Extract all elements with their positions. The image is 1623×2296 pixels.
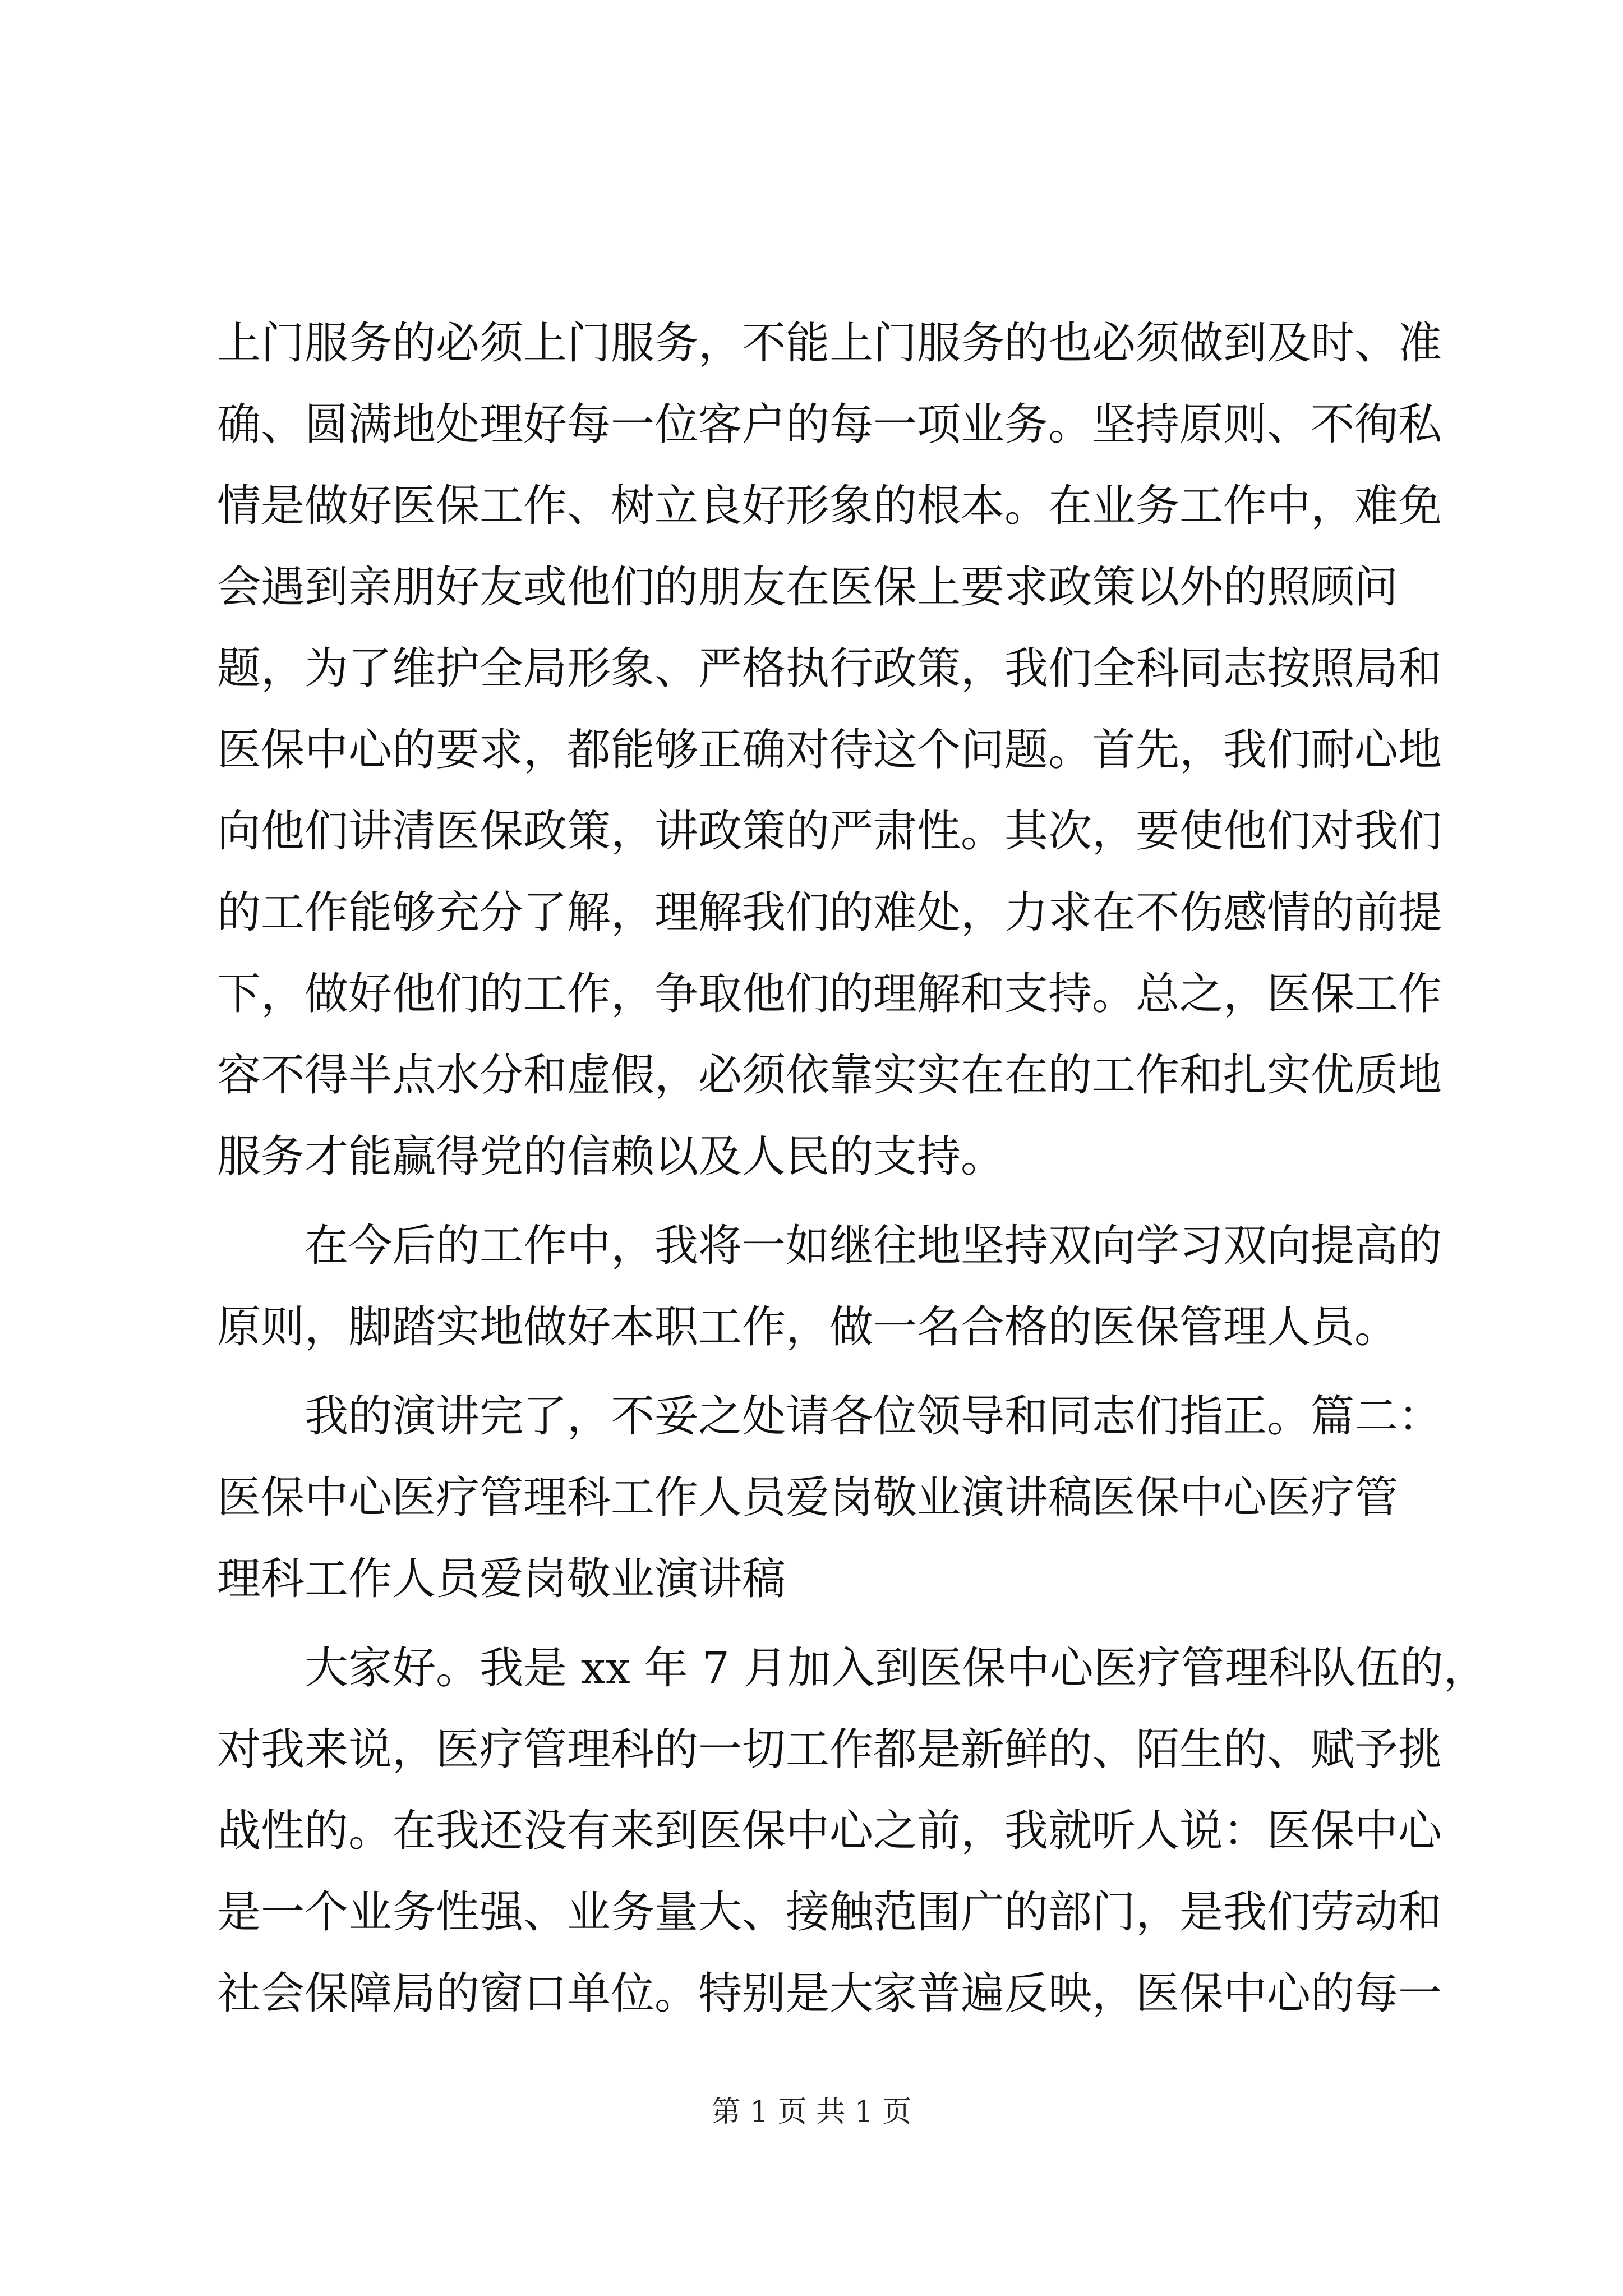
text-line: 下，做好他们的工作，争取他们的理解和支持。总之，医保工作 bbox=[217, 969, 1442, 1019]
text-line: 医保中心医疗管理科工作人员爱岗敬业演讲稿医保中心医疗管 bbox=[217, 1473, 1399, 1523]
text-line: 题，为了维护全局形象、严格执行政策，我们全科同志按照局和 bbox=[217, 643, 1442, 694]
text-line: 理科工作人员爱岗敬业演讲稿 bbox=[217, 1554, 786, 1604]
text-line: 医保中心的要求，都能够正确对待这个问题。首先，我们耐心地 bbox=[217, 725, 1442, 775]
paragraph-first-line: 我的演讲完了，不妥之处请各位领导和同志们指正。篇二： bbox=[305, 1391, 1442, 1442]
body-text bbox=[217, 303, 1487, 2035]
text-line: 上门服务的必须上门服务，不能上门服务的也必须做到及时、准 bbox=[217, 318, 1442, 369]
page-footer: 第 1 页 共 1 页 bbox=[711, 2095, 912, 2129]
text-line: 向他们讲清医保政策，讲政策的严肃性。其次，要使他们对我们 bbox=[217, 806, 1442, 857]
text-line: 的工作能够充分了解，理解我们的难处，力求在不伤感情的前提 bbox=[217, 887, 1442, 938]
text-line: 情是做好医保工作、树立良好形象的根本。在业务工作中，难免 bbox=[217, 481, 1442, 531]
text-line: 原则，脚踏实地做好本职工作，做一名合格的医保管理人员。 bbox=[217, 1302, 1399, 1352]
paragraph-first-line: 大家好。我是 xx 年 7 月加入到医保中心医疗管理科队伍的， bbox=[305, 1643, 1487, 1694]
text-line: 战性的。在我还没有来到医保中心之前，我就听人说：医保中心 bbox=[217, 1806, 1442, 1856]
text-line: 对我来说，医疗管理科的一切工作都是新鲜的、陌生的、赋予挑 bbox=[217, 1724, 1442, 1775]
text-line: 容不得半点水分和虚假，必须依靠实实在在的工作和扎实优质地 bbox=[217, 1050, 1442, 1101]
text-line: 会遇到亲朋好友或他们的朋友在医保上要求政策以外的照顾问 bbox=[217, 562, 1399, 613]
paragraph-first-line: 在今后的工作中，我将一如继往地坚持双向学习双向提高的 bbox=[305, 1221, 1442, 1271]
text-line: 是一个业务性强、业务量大、接触范围广的部门，是我们劳动和 bbox=[217, 1887, 1442, 1938]
text-line: 确、圆满地处理好每一位客户的每一项业务。坚持原则、不徇私 bbox=[217, 399, 1442, 450]
text-line: 社会保障局的窗口单位。特别是大家普遍反映，医保中心的每一 bbox=[217, 1968, 1442, 2019]
text-line: 服务才能赢得党的信赖以及人民的支持。 bbox=[217, 1131, 1005, 1182]
